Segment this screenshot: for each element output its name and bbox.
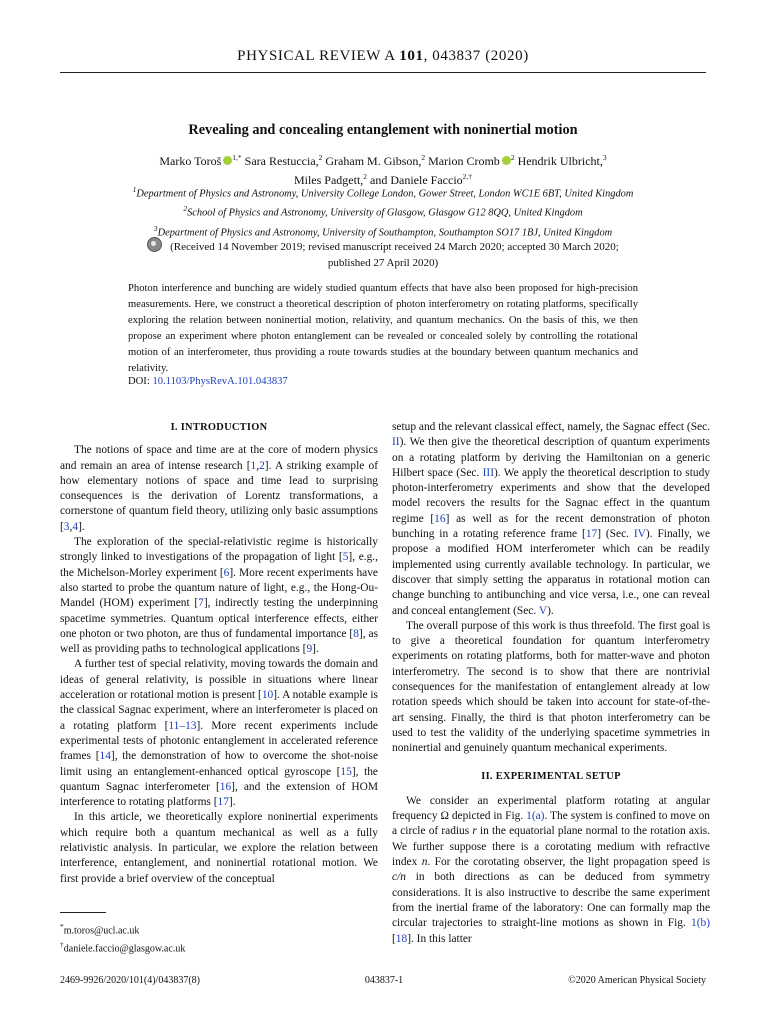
abstract: Photon interference and bunching are widely studied quantum effects that have also been proposed for high-precision measurements. Here, we construct a theoretical description of photon interferometry on rotating platforms, specifically exploring the relation between noninertial motion, relativity, and quantum mechanics. On the basis of this, we then propose an experiment where photon entanglement can be revealed or concealed solely by controlling the rotational motion of an interferometer, thus providing a route towards studies at the boundary between quantum mechanics and relativity.: [128, 283, 638, 374]
text-run: ], indirectly testing the underpinning spacetime symmetries. Quantum optical interference effects, either one photon or two photon, are thus of fundamental importance [: [60, 597, 378, 640]
paragraph: [392, 420, 710, 619]
orcid-icon[interactable]: [223, 156, 232, 165]
text-run: The exploration of the special-relativistic regime is historically strongly linked to investigations of the propagation of light [: [60, 536, 378, 564]
text-run: The overall purpose of this work is thus threefold. The first goal is to give a theoretical foundation for quantum interferometry experiments on rotating platforms, both for matter-wave and photon interferometry. The second is to show that there are nontrivial consequences for the manifestation of entanglement already at low rotation speeds which should be taken into account for state-of-the-art sensing. Finally, the third is that photon interferometry can be used to test the validity of the underlying spacetime symmetries in noninertial and genuinely quantum mechanical experiments.: [392, 619, 710, 755]
author-sup: 2: [318, 153, 323, 162]
received-dates: [140, 237, 626, 271]
affiliation: $^1$Department of Physics and Astronomy, University College London, Gower Street, London WC1E 6BT, United Kingdom: [132, 185, 634, 200]
text-run: In this article, we theoretically explore noninertial experiments which require both a quantum mechanical as well as a fully relativistic analysis. In particular, we explore the relation between interference, entanglement, and noninertial rotational motion. We first provide a brief overview of the conceptual: [60, 811, 378, 885]
text-run: ,: [256, 459, 260, 472]
author-name: Graham M. Gibson,: [325, 154, 422, 168]
author-sup: 2: [421, 153, 426, 162]
paragraph: [60, 443, 378, 535]
author-sup: 2: [510, 153, 515, 162]
text-run: [: [392, 932, 396, 945]
text-run: . The system is confined to move on a circle of radius: [392, 810, 710, 838]
text-run: ]. More recent experiments include experimental tests of photonic entanglement in accelerated reference frames [: [60, 719, 378, 763]
author-sup: 2: [363, 172, 368, 181]
reference-link[interactable]: IV: [633, 528, 646, 541]
section-heading-introduction: I. INTRODUCTION: [170, 422, 268, 433]
journal-header: [60, 48, 706, 65]
text-run: The notions of space and time are at the core of modern physics and remain an area of intense research [: [60, 444, 378, 472]
reference-link[interactable]: 7: [198, 597, 204, 610]
footnote-email[interactable]: m.toros@ucl.ac.uk: [63, 925, 140, 937]
author-sup: 2,†: [462, 172, 473, 181]
footnote-email[interactable]: daniele.faccio@glasgow.ac.uk: [63, 943, 186, 955]
author-sup: 1,*: [232, 153, 242, 162]
reference-link[interactable]: 6: [223, 566, 230, 579]
text-run: ). We then give the theoretical description of quantum experiments on a rotating platform by deriving the Hamiltonian on a generic Hilbert space (Sec.: [392, 436, 710, 479]
text-run: ]. In this latter: [407, 932, 472, 945]
reference-link[interactable]: 4: [72, 520, 79, 533]
text-run: setup and the relevant classical effect, namely, the Sagnac effect (Sec.: [392, 421, 710, 433]
author-sup: 3: [602, 153, 607, 162]
author-name: Hendrik Ulbricht,: [517, 154, 603, 168]
math-symbol: r: [472, 825, 477, 838]
reference-link[interactable]: V: [538, 604, 548, 617]
paragraph: [60, 535, 378, 657]
reference-link[interactable]: 18: [395, 932, 408, 945]
reference-link[interactable]: 8: [353, 627, 359, 640]
text-run: ]. More recent experiments have also started to probe the quantum nature of light, e.g., the Hong-Ou-Mandel (HOM) experiment [: [60, 566, 378, 610]
text-run: ], the quantum Sagnac interferometer [: [60, 765, 378, 793]
text-run: ). Finally, we propose a modified HOM interferometer which can be readily implemented using currently available technology. In particular, we discover that simply setting the apparatus in rotational motion can change bunching to antibunching and vice versa, i.e., one can reveal and conceal entanglement (Sec.: [392, 528, 710, 617]
reference-link[interactable]: 16: [219, 780, 232, 793]
text-run: ], e.g., the Michelson-Morley experiment [: [60, 551, 378, 579]
text-run: ).: [547, 604, 554, 617]
paper-title: Revealing and concealing entanglement with noninertial motion: [188, 122, 578, 138]
footer-issn: 2469-9926/2020/101(4)/043837(8): [60, 975, 200, 986]
math-symbol: c/n: [392, 871, 406, 884]
text-run: in both directions as can be deduced from symmetry considerations. It is also instructive to describe the same experiment from the inertial frame of the laboratory: One can formally map the circular trajectories to straight-line motions as shown in Fig.: [392, 871, 710, 930]
text-run: in the equatorial plane normal to the rotation axis. We further suppose there is a corotating medium with refractive index: [392, 825, 711, 869]
reference-link[interactable]: 1: [250, 459, 257, 472]
text-run: ].: [228, 796, 236, 809]
text-run: ], as well as providing paths to technological applications [: [60, 627, 379, 656]
orcid-icon[interactable]: [502, 156, 511, 165]
text-run: A further test of special relativity, moving towards the domain and ideas of general relativity, is possible in situations where linear acceleration or rotational motion is present [: [60, 658, 378, 702]
author-name: Miles Padgett,: [293, 173, 364, 187]
reference-link[interactable]: 9: [306, 643, 313, 656]
received-line-2: published 27 April 2020): [327, 257, 439, 269]
reference-link[interactable]: 16: [434, 512, 446, 525]
reference-link[interactable]: 1(b): [691, 917, 710, 930]
doi-label: DOI:: [128, 376, 150, 387]
footnote-rule: [60, 912, 106, 913]
text-run: ].: [312, 643, 319, 656]
reference-link[interactable]: 15: [340, 765, 352, 778]
text-run: We consider an experimental platform rotating at angular frequency Ω depicted in Fig.: [392, 794, 710, 823]
paragraph: [60, 657, 378, 810]
reference-link[interactable]: 17: [217, 796, 229, 809]
author-name: Marko Toroš: [159, 154, 222, 168]
reference-link[interactable]: 10: [261, 689, 274, 702]
text-run: ].: [78, 520, 85, 533]
text-run: ). We apply the theoretical description to study photon-interferometry experiments and show that the developed model recovers the results for the Sagnac effect in the quantum regime [: [392, 466, 710, 525]
right-column: [392, 420, 710, 947]
footnote: †daniele.faccio@glasgow.ac.uk: [60, 940, 186, 955]
math-symbol: n: [421, 856, 428, 869]
footer-copyright: ©2020 American Physical Society: [568, 975, 706, 986]
article-number: , 043837 (2020): [423, 48, 529, 64]
reference-link[interactable]: 17: [585, 528, 598, 541]
text-run: ]. A notable example is the classical Sagnac experiment, where an interferometer is placed on a rotating platform [: [60, 689, 378, 732]
reference-link[interactable]: 14: [99, 750, 111, 763]
text-run: ], the demonstration of how to overcome the shot-noise limit using an entanglement-enhanced optical gyroscope [: [60, 750, 378, 778]
author-name: Sara Restuccia,: [244, 154, 319, 168]
reference-link[interactable]: 3: [63, 520, 70, 533]
check-for-updates-icon[interactable]: [147, 237, 162, 252]
author-name: and Daniele Faccio: [370, 173, 463, 187]
footer-page-number: 043837-1: [364, 975, 404, 986]
received-line-1: (Received 14 November 2019; revised manuscript received 24 March 2020; accepted 30 March 2020;: [170, 241, 619, 253]
author-name: Marion Cromb: [428, 154, 500, 168]
affiliation: $^3$Department of Physics and Astronomy, University of Southampton, Southampton SO17 1BJ, United Kingdom: [153, 223, 613, 239]
reference-link[interactable]: III: [482, 466, 494, 479]
header-rule: [60, 72, 706, 73]
text-run: ,: [69, 520, 73, 533]
text-run: . For the corotating observer, the light propagation speed is: [427, 856, 710, 869]
footnote: *m.toros@ucl.ac.uk: [60, 922, 140, 937]
left-column: [60, 420, 378, 887]
reference-link[interactable]: 2: [259, 459, 265, 472]
reference-link[interactable]: II: [392, 436, 400, 449]
doi-link[interactable]: 10.1103/PhysRevA.101.043837: [152, 376, 288, 387]
affiliations: [60, 182, 706, 240]
text-run: ]. A striking example of how elementary notions of space and time lead to surprising consequences is the derivation of Lorentz transformations, a cornerstone of quantum field theory, utilizing only basic assumptions [: [60, 459, 378, 533]
paragraph: [60, 810, 378, 886]
doi: [128, 376, 288, 387]
reference-link[interactable]: 1(a): [526, 810, 545, 823]
journal-name: PHYSICAL REVIEW A: [237, 48, 395, 64]
paragraph: [392, 794, 710, 947]
reference-link[interactable]: 11–13: [168, 719, 197, 732]
author-line-1: [100, 150, 666, 169]
text-run: ], and the extension of HOM interference to rotating platforms [: [60, 780, 378, 809]
text-run: ] (Sec.: [597, 528, 634, 541]
affiliation: $^2$School of Physics and Astronomy, University of Glasgow, Glasgow G12 8QQ, United Kingdom: [183, 204, 583, 219]
reference-link[interactable]: 5: [342, 551, 349, 564]
footnotes: [60, 920, 185, 957]
journal-volume: 101: [399, 48, 424, 64]
paragraph: [392, 619, 710, 757]
text-run: ] as well as for the recent demonstration of photon bunching in a rotating reference frame [: [392, 512, 711, 541]
section-heading-experimental-setup: II. EXPERIMENTAL SETUP: [481, 770, 621, 782]
